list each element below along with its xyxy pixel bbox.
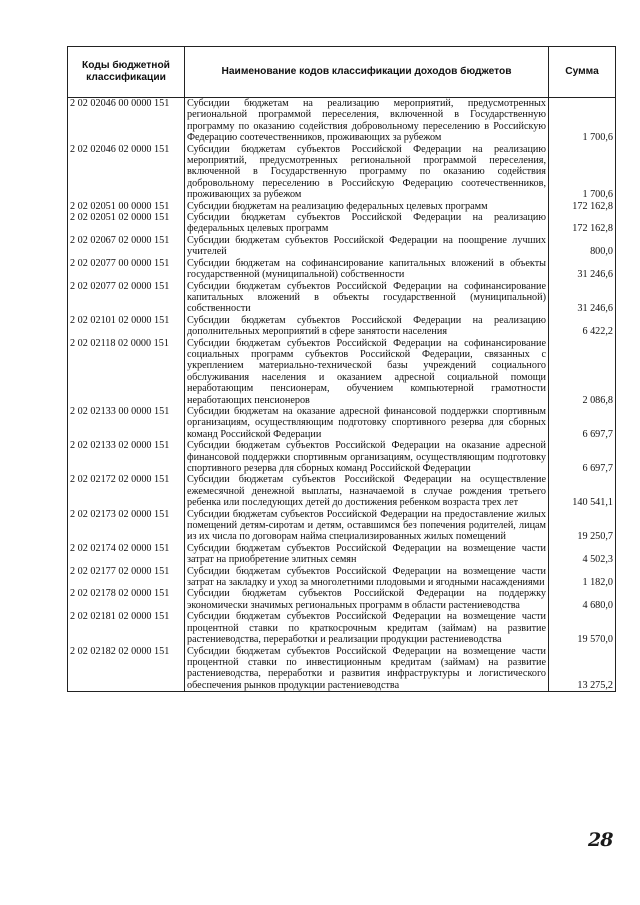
table-body xyxy=(68,98,616,692)
name-cell: Субсидии бюджетам на реализацию федеральных целевых программ xyxy=(185,201,549,212)
header-name: Наименование кодов классификации доходов бюджетов xyxy=(185,47,549,98)
sum-cell: 6 422,2 xyxy=(549,315,616,338)
header-sum: Сумма xyxy=(549,47,616,98)
handwritten-page-number: 28 xyxy=(588,829,613,851)
name-cell: Субсидии бюджетам субъектов Российской Федерации на поддержку экономически значимых региональных программ в области растениеводства xyxy=(185,588,549,611)
sum-cell: 2 086,8 xyxy=(549,338,616,406)
code-cell: 2 02 02133 00 0000 151 xyxy=(68,406,185,440)
sum-cell: 19 250,7 xyxy=(549,509,616,543)
table-row xyxy=(68,509,616,543)
table-header xyxy=(68,47,616,98)
sum-cell: 1 700,6 xyxy=(549,98,616,144)
table-row xyxy=(68,338,616,406)
name-cell: Субсидии бюджетам субъектов Российской Федерации на реализацию дополнительных мероприятий в сфере занятости населения xyxy=(185,315,549,338)
code-cell: 2 02 02067 02 0000 151 xyxy=(68,235,185,258)
sum-cell: 172 162,8 xyxy=(549,212,616,235)
code-cell: 2 02 02051 02 0000 151 xyxy=(68,212,185,235)
name-cell: Субсидии бюджетам субъектов Российской Федерации на возмещение части затрат на приобретение элитных семян xyxy=(185,543,549,566)
code-cell: 2 02 02173 02 0000 151 xyxy=(68,509,185,543)
sum-cell: 31 246,6 xyxy=(549,281,616,315)
sum-cell: 140 541,1 xyxy=(549,474,616,508)
code-cell: 2 02 02181 02 0000 151 xyxy=(68,611,185,645)
name-cell: Субсидии бюджетам субъектов Российской Федерации на поощрение лучших учителей xyxy=(185,235,549,258)
code-cell: 2 02 02077 02 0000 151 xyxy=(68,281,185,315)
sum-cell: 31 246,6 xyxy=(549,258,616,281)
header-code: Коды бюджетной классификации xyxy=(68,47,185,98)
name-cell: Субсидии бюджетам субъектов Российской Федерации на возмещение части процентной ставки по краткосрочным кредитам (займам) на развитие растениеводства, переработки и реализации продукции растениеводства xyxy=(185,611,549,645)
sum-cell: 4 502,3 xyxy=(549,543,616,566)
table-row xyxy=(68,611,616,645)
code-cell: 2 02 02051 00 0000 151 xyxy=(68,201,185,212)
code-cell: 2 02 02174 02 0000 151 xyxy=(68,543,185,566)
sum-cell: 6 697,7 xyxy=(549,440,616,474)
name-cell: Субсидии бюджетам субъектов Российской Федерации на софинансирование капитальных вложений в объекты государственной (муниципальной) собственности xyxy=(185,281,549,315)
sum-cell: 4 680,0 xyxy=(549,588,616,611)
name-cell: Субсидии бюджетам субъектов Российской Федерации на возмещение части затрат на закладку и уход за многолетними плодовыми и ягодными насаждениями xyxy=(185,566,549,589)
code-cell: 2 02 02178 02 0000 151 xyxy=(68,588,185,611)
code-cell: 2 02 02077 00 0000 151 xyxy=(68,258,185,281)
code-cell: 2 02 02133 02 0000 151 xyxy=(68,440,185,474)
sum-cell: 800,0 xyxy=(549,235,616,258)
table-row xyxy=(68,98,616,144)
sum-cell: 6 697,7 xyxy=(549,406,616,440)
name-cell: Субсидии бюджетам субъектов Российской Федерации на реализацию мероприятий, предусмотренных региональной программой переселения, включенной в Государственную программу по оказанию содействия добровольному переселению в Российскую Федерацию соотечественников, проживающих за рубежом xyxy=(185,144,549,201)
sum-cell: 1 182,0 xyxy=(549,566,616,589)
table-row xyxy=(68,201,616,212)
table-row xyxy=(68,588,616,611)
name-cell: Субсидии бюджетам на софинансирование капитальных вложений в объекты государственной (муниципальной) собственности xyxy=(185,258,549,281)
header-row xyxy=(68,47,616,98)
table-row xyxy=(68,235,616,258)
code-cell: 2 02 02046 02 0000 151 xyxy=(68,144,185,201)
name-cell: Субсидии бюджетам субъектов Российской Федерации на предоставление жилых помещений детям-сиротам и детям, оставшимся без попечения родителей, лицам из их числа по договорам найма специализированных жилых помещений xyxy=(185,509,549,543)
table-row xyxy=(68,212,616,235)
code-cell: 2 02 02046 00 0000 151 xyxy=(68,98,185,144)
code-cell: 2 02 02101 02 0000 151 xyxy=(68,315,185,338)
table-row xyxy=(68,144,616,201)
table-row xyxy=(68,281,616,315)
code-cell: 2 02 02182 02 0000 151 xyxy=(68,646,185,692)
sum-cell: 1 700,6 xyxy=(549,144,616,201)
budget-revenue-table xyxy=(67,46,616,692)
table-row xyxy=(68,474,616,508)
code-cell: 2 02 02177 02 0000 151 xyxy=(68,566,185,589)
table-row xyxy=(68,566,616,589)
name-cell: Субсидии бюджетам субъектов Российской Федерации на оказание адресной финансовой поддержки спортивным организациям, осуществляющим подготовку спортивного резерва для сборных команд Российской Федерации xyxy=(185,440,549,474)
table-row xyxy=(68,543,616,566)
sum-cell: 19 570,0 xyxy=(549,611,616,645)
name-cell: Субсидии бюджетам на реализацию мероприятий, предусмотренных региональной программой переселения, включенной в Государственную программу по оказанию содействия добровольному переселению в Российскую Федерацию соотечественников, проживающих за рубежом xyxy=(185,98,549,144)
sum-cell: 13 275,2 xyxy=(549,646,616,692)
table-row xyxy=(68,440,616,474)
name-cell: Субсидии бюджетам субъектов Российской Федерации на реализацию федеральных целевых программ xyxy=(185,212,549,235)
table-row xyxy=(68,406,616,440)
table-row xyxy=(68,315,616,338)
sum-cell: 172 162,8 xyxy=(549,201,616,212)
table-row xyxy=(68,258,616,281)
name-cell: Субсидии бюджетам субъектов Российской Федерации на осуществление ежемесячной денежной выплаты, назначаемой в случае рождения третьего ребенка или последующих детей до достижения ребенком возраста трех лет xyxy=(185,474,549,508)
name-cell: Субсидии бюджетам субъектов Российской Федерации на софинансирование социальных программ субъектов Российской Федерации, связанных с укреплением материально-технической базы учреждений социального обслуживания населения и оказанием адресной социальной помощи неработающим пенсионерам, обучением компьютерной грамотности неработающих пенсионеров xyxy=(185,338,549,406)
code-cell: 2 02 02118 02 0000 151 xyxy=(68,338,185,406)
code-cell: 2 02 02172 02 0000 151 xyxy=(68,474,185,508)
name-cell: Субсидии бюджетам субъектов Российской Федерации на возмещение части процентной ставки по инвестиционным кредитам (займам) на развитие растениеводства, переработки и развития инфраструктуры и логистического обеспечения рынков продукции растениеводства xyxy=(185,646,549,692)
name-cell: Субсидии бюджетам на оказание адресной финансовой поддержки спортивным организациям, осуществляющим подготовку спортивного резерва для сборных команд Российской Федерации xyxy=(185,406,549,440)
table-row xyxy=(68,646,616,692)
